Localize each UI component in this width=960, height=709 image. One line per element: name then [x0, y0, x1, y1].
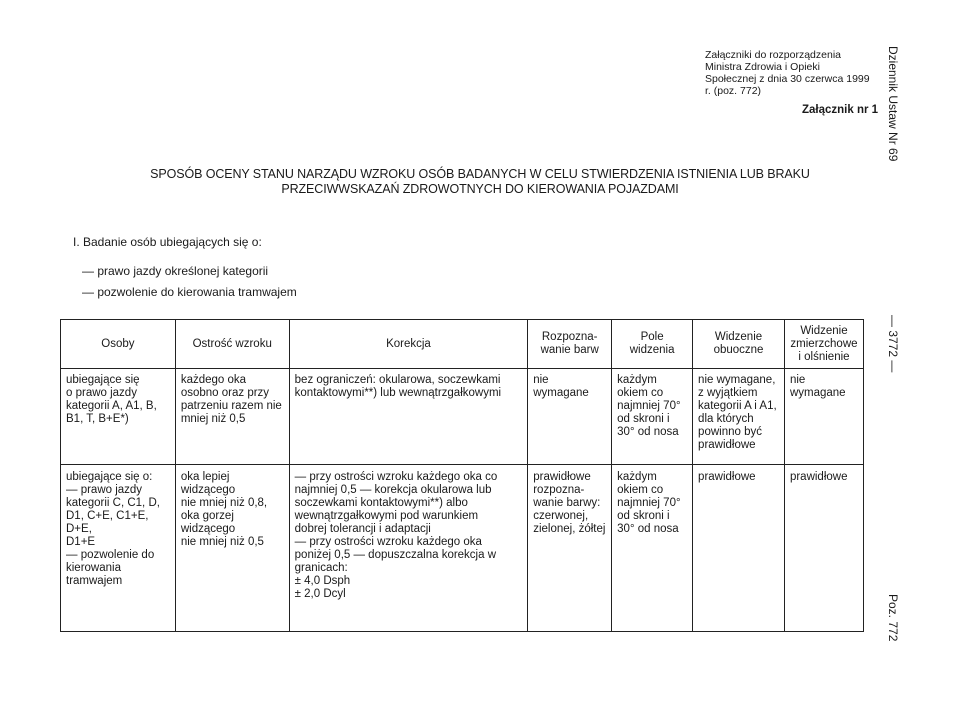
- table-cell: nie wymagane: [784, 369, 863, 465]
- section-heading: I. Badanie osób ubiegających się o:: [73, 235, 262, 249]
- table-cell: nie wymagane, z wyjątkiem kategorii A i A1, dla których powinno być prawidłowe: [693, 369, 785, 465]
- header-binocular-vision: Widzenie obuoczne: [693, 320, 785, 369]
- table-cell: każdym okiem co najmniej 70° od skroni i 30° od nosa: [612, 465, 693, 632]
- header-visual-acuity: Ostrość wzroku: [175, 320, 289, 369]
- header-note: Załączniki do rozporządzenia Ministra Zdrowia i Opieki Społecznej z dnia 30 czerwca 1999 r. (poz. 772): [705, 49, 870, 97]
- header-field-of-view: Pole widzenia: [612, 320, 693, 369]
- table-cell: każdego oka osobno oraz przy patrzeniu razem nie mniej niż 0,5: [175, 369, 289, 465]
- table-cell: bez ograniczeń: okularowa, soczewkami kontaktowymi**) lub wewnątrzgałkowymi: [289, 369, 528, 465]
- section-item: — pozwolenie do kierowania tramwajem: [82, 285, 297, 299]
- header-color-recognition: Rozpozna- wanie barw: [528, 320, 612, 369]
- table-cell: ubiegające się o: — prawo jazdy kategorii C, C1, D, D1, C+E, C1+E, D+E, D1+E — pozwolenie do kierowania tramwajem: [61, 465, 176, 632]
- header-twilight-vision: Widzenie zmierzchowe i olśnienie: [784, 320, 863, 369]
- page-number: — 3772 —: [886, 315, 900, 373]
- table-cell: ubiegające się o prawo jazdy kategorii A, A1, B, B1, T, B+E*): [61, 369, 176, 465]
- table-row: [61, 369, 864, 465]
- header-persons: Osoby: [61, 320, 176, 369]
- table-header-row: [61, 320, 864, 369]
- table-cell: nie wymagane: [528, 369, 612, 465]
- table-cell: — przy ostrości wzroku każdego oka co najmniej 0,5 — korekcja okularowa lub soczewkami kontaktowymi**) albo wewnątrzgałkowymi pod warunkiem dobrej tolerancji i adaptacji — przy ostrości wzroku każdego oka poniżej 0,5 — dopuszczalna korekcja w granicach: ± 4,0 Dsph ± 2,0 Dcyl: [289, 465, 528, 632]
- annex-label: Załącznik nr 1: [802, 104, 879, 116]
- vision-requirements-table: [60, 319, 864, 632]
- header-correction: Korekcja: [289, 320, 528, 369]
- section-item: — prawo jazdy określonej kategorii: [82, 264, 269, 278]
- table-cell: prawidłowe: [693, 465, 785, 632]
- position-label: Poz. 772: [886, 594, 900, 642]
- table-cell: oka lepiej widzącego nie mniej niż 0,8, oka gorzej widzącego nie mniej niż 0,5: [175, 465, 289, 632]
- table-cell: prawidłowe rozpozna- wanie barwy: czerwonej, zielonej, żółtej: [528, 465, 612, 632]
- table-row: [61, 465, 864, 632]
- table-cell: prawidłowe: [784, 465, 863, 632]
- journal-label: Dziennik Ustaw Nr 69: [886, 46, 900, 162]
- document-title: SPOSÓB OCENY STANU NARZĄDU WZROKU OSÓB BADANYCH W CELU STWIERDZENIA ISTNIENIA LUB BRAKU PRZECIWWSKAZAŃ ZDROWOTNYCH DO KIEROWANIA POJAZDAMI: [150, 167, 810, 196]
- table-cell: każdym okiem co najmniej 70° od skroni i 30° od nosa: [612, 369, 693, 465]
